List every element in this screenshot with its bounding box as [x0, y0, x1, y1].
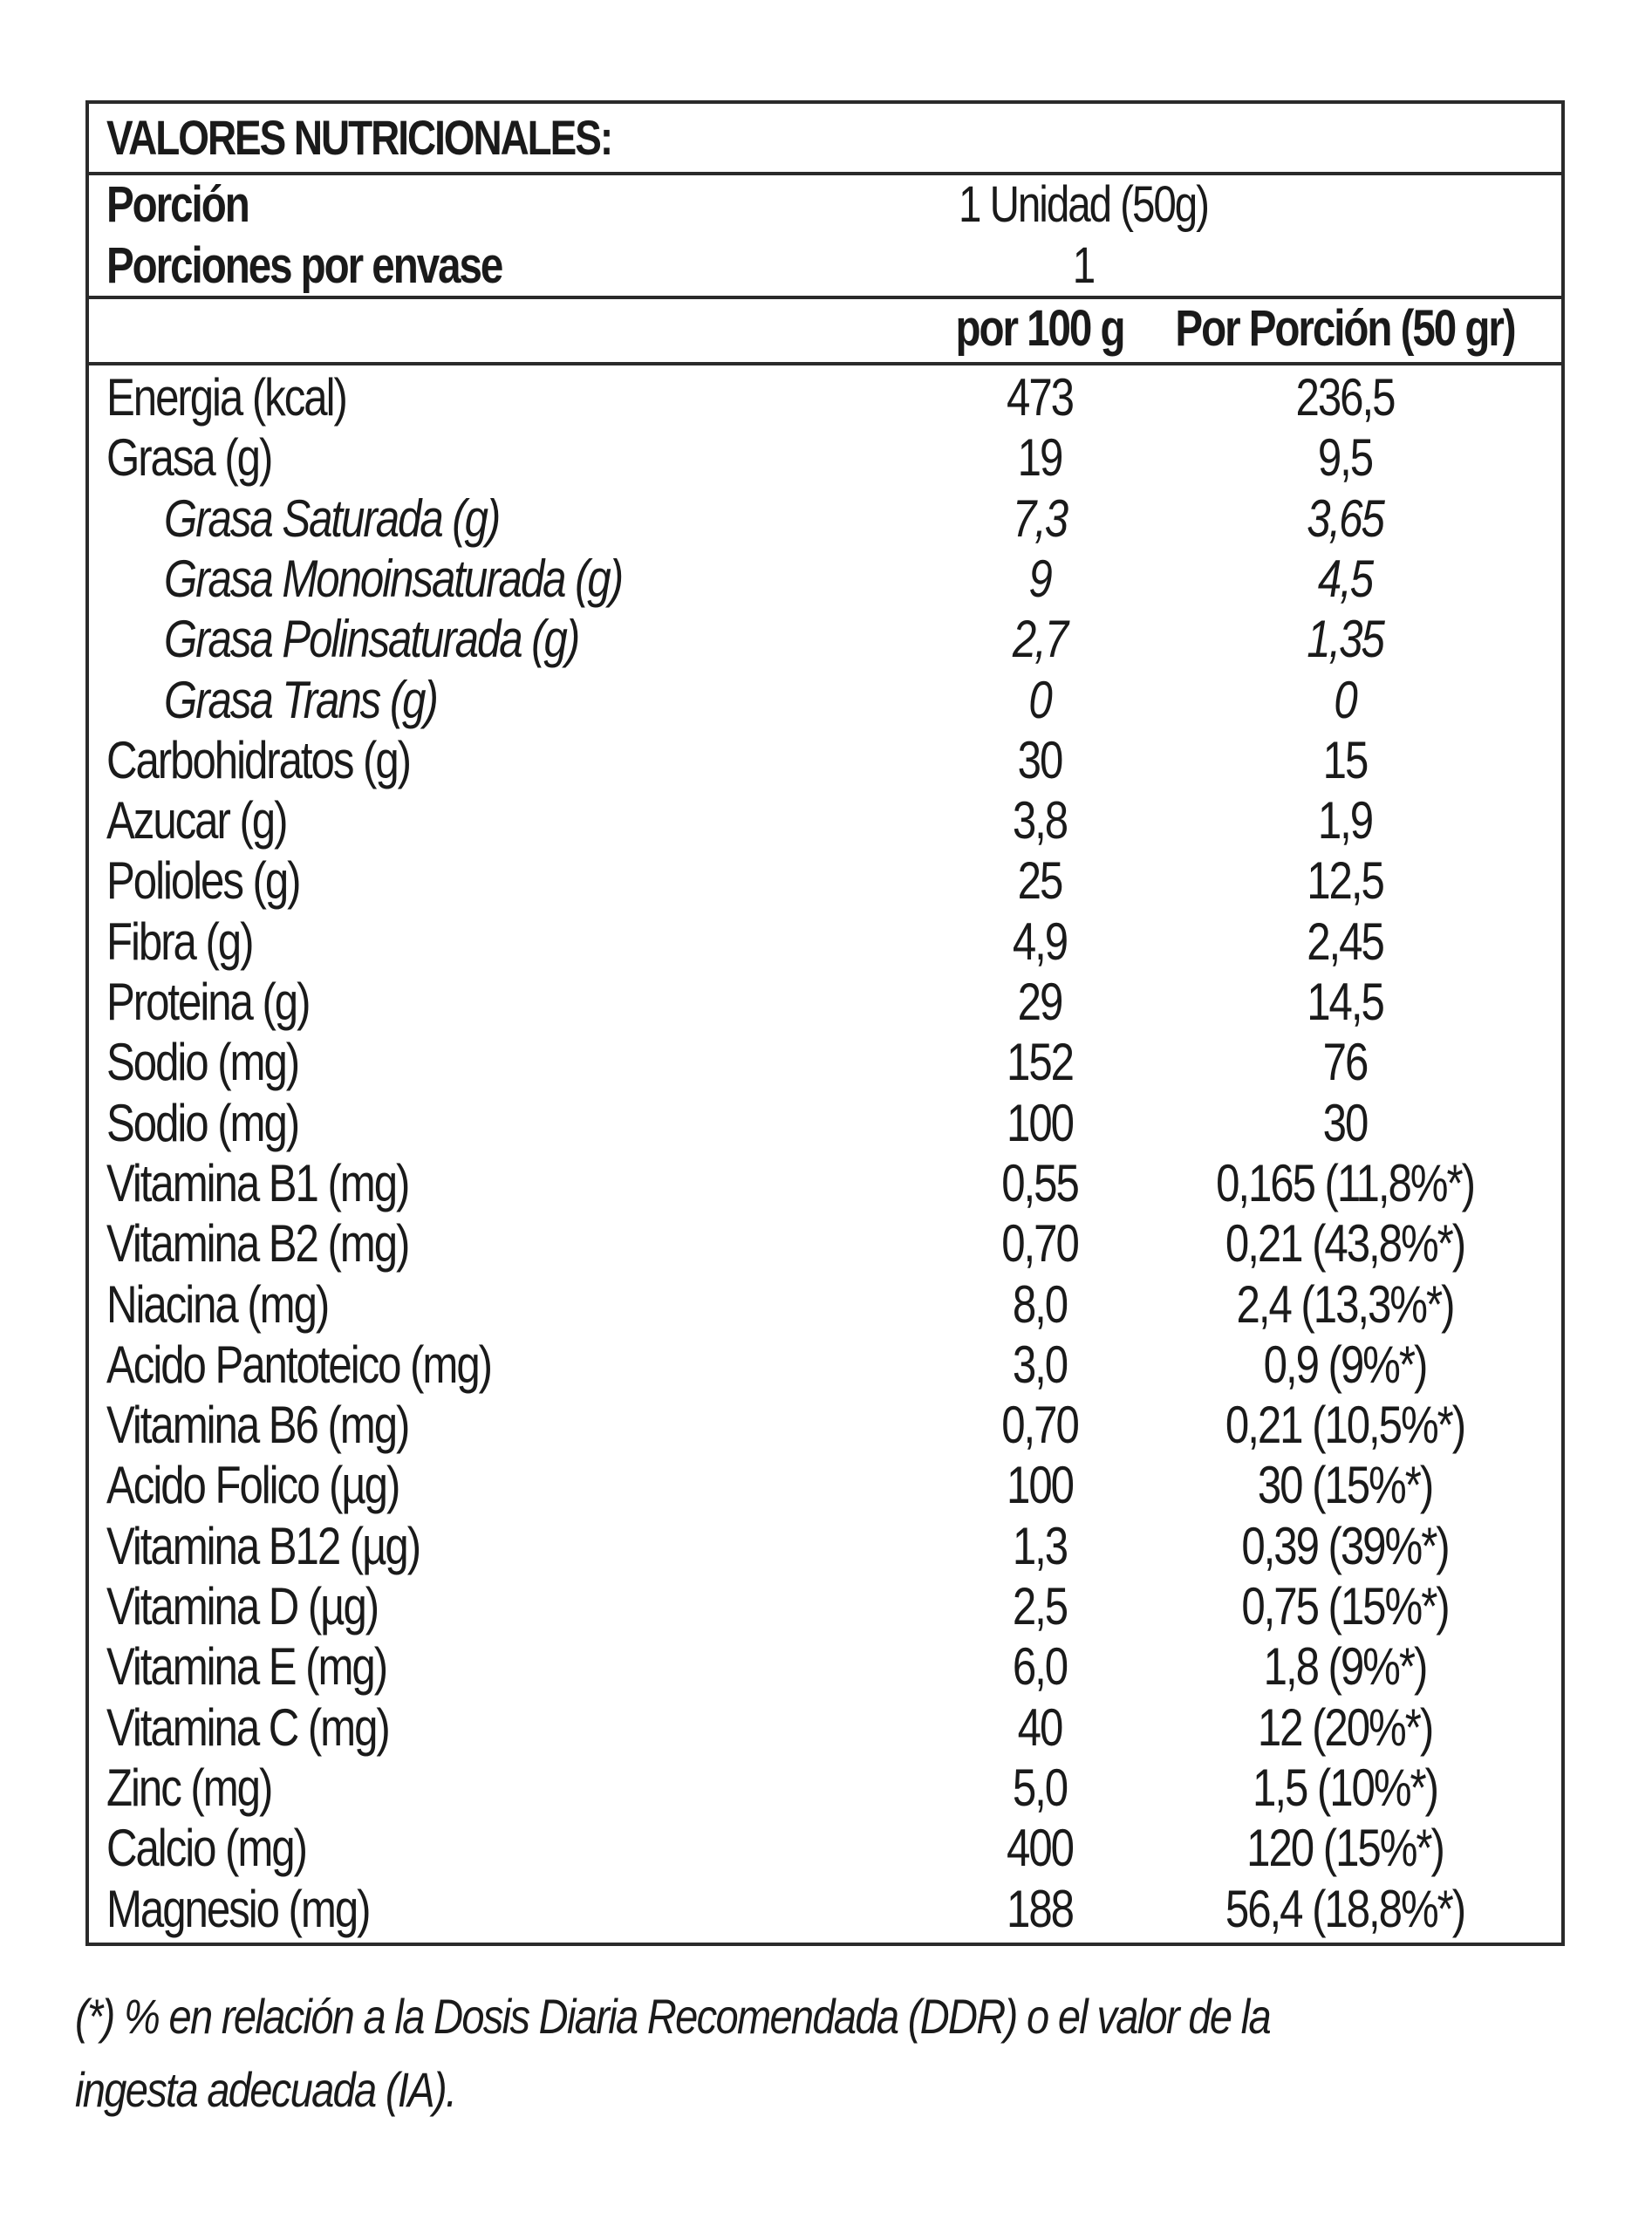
value-per-100g: 5,0: [1012, 1758, 1068, 1817]
value-per-100g: 9: [1028, 549, 1051, 608]
value-per-serving: 3,65: [1307, 488, 1383, 548]
value-per-100g: 19: [1017, 428, 1062, 488]
value-per-100g: 0,70: [1001, 1396, 1078, 1455]
nutrient-label: Polioles (g): [106, 851, 300, 911]
nutrient-label: Carbohidratos (g): [106, 730, 410, 789]
value-per-100g: 0,70: [1001, 1214, 1078, 1274]
value-per-serving: 1,8 (9%*): [1263, 1637, 1427, 1697]
value-per-100g: 400: [1007, 1819, 1073, 1878]
value-per-100g: 0: [1028, 670, 1051, 729]
value-per-serving: 12,5: [1307, 851, 1383, 911]
value-per-100g: 30: [1017, 730, 1062, 789]
nutrient-label: Vitamina B1 (mg): [106, 1153, 409, 1212]
nutrient-label: Vitamina C (mg): [106, 1697, 389, 1757]
value-per-serving: 14,5: [1307, 973, 1383, 1031]
value-per-serving: 1,35: [1307, 610, 1383, 669]
value-per-serving: 2,45: [1307, 912, 1383, 971]
table-title: VALORES NUTRICIONALES:: [106, 110, 612, 165]
column-header-per-100g: por 100 g: [955, 300, 1124, 357]
nutrient-label: Grasa Monoinsaturada (g): [164, 549, 623, 608]
footnote: (*) % en relación a la Dosis Diaria Recomendada (DDR) o el valor de la ingesta adecuada (IA).: [75, 1989, 1271, 2117]
nutrient-label: Grasa Saturada (g): [164, 488, 500, 548]
nutrient-label: Sodio (mg): [106, 1093, 299, 1152]
value-per-serving: 0: [1334, 670, 1356, 729]
nutrient-label: Vitamina D (µg): [106, 1577, 379, 1635]
value-per-serving: 4,5: [1317, 549, 1373, 608]
value-per-100g: 8,0: [1012, 1274, 1068, 1334]
value-per-serving: 0,21 (43,8%*): [1225, 1214, 1465, 1274]
value-per-100g: 7,3: [1012, 488, 1068, 548]
value-per-100g: 4,9: [1012, 912, 1068, 971]
divider: [89, 172, 1561, 175]
nutrient-label: Magnesio (mg): [106, 1879, 370, 1938]
value-per-100g: 6,0: [1012, 1637, 1068, 1697]
value-per-100g: 2,5: [1012, 1577, 1068, 1635]
value-per-100g: 473: [1007, 368, 1073, 427]
value-per-serving: 0,21 (10,5%*): [1225, 1396, 1465, 1455]
nutrient-label: Energia (kcal): [106, 368, 346, 427]
nutrient-label: Zinc (mg): [106, 1758, 272, 1817]
value-per-100g: 40: [1017, 1697, 1062, 1757]
value-per-100g: 1,3: [1012, 1516, 1068, 1575]
column-header-per-serving: Por Porción (50 gr): [1175, 300, 1515, 357]
nutrient-label: Azucar (g): [106, 791, 287, 850]
value-per-100g: 2,7: [1012, 610, 1068, 669]
value-per-serving: 0,75 (15%*): [1241, 1577, 1449, 1635]
value-per-serving: 0,165 (11,8%*): [1216, 1153, 1474, 1212]
nutrient-label: Vitamina B12 (µg): [106, 1516, 420, 1575]
serving-value: 1 Unidad (50g): [959, 176, 1208, 233]
value-per-100g: 0,55: [1001, 1153, 1078, 1212]
nutrient-label: Vitamina B2 (mg): [106, 1214, 409, 1274]
value-per-serving: 76: [1322, 1033, 1368, 1092]
nutrient-label: Proteina (g): [106, 973, 310, 1031]
value-per-serving: 2,4 (13,3%*): [1236, 1274, 1454, 1334]
nutrient-label: Acido Pantoteico (mg): [106, 1335, 491, 1394]
serving-label: Porción: [106, 176, 249, 233]
nutrient-label: Calcio (mg): [106, 1819, 306, 1878]
nutrient-label: Sodio (mg): [106, 1033, 299, 1092]
nutrition-table: [85, 100, 1565, 1946]
value-per-100g: 3,0: [1012, 1335, 1068, 1394]
value-per-serving: 15: [1322, 730, 1368, 789]
value-per-serving: 1,5 (10%*): [1253, 1758, 1437, 1817]
value-per-serving: 12 (20%*): [1257, 1697, 1433, 1757]
value-per-100g: 100: [1007, 1093, 1073, 1152]
value-per-100g: 188: [1007, 1879, 1073, 1938]
nutrient-label: Grasa Polinsaturada (g): [164, 610, 579, 669]
servings-per-pack-label: Porciones por envase: [106, 237, 502, 294]
value-per-serving: 30: [1322, 1093, 1368, 1152]
value-per-serving: 1,9: [1317, 791, 1373, 850]
value-per-100g: 100: [1007, 1456, 1073, 1515]
value-per-serving: 9,5: [1317, 428, 1373, 488]
nutrient-label: Vitamina E (mg): [106, 1637, 387, 1697]
divider: [89, 362, 1561, 365]
nutrient-label: Vitamina B6 (mg): [106, 1396, 409, 1455]
value-per-serving: 56,4 (18,8%*): [1225, 1879, 1465, 1938]
value-per-100g: 29: [1017, 973, 1062, 1031]
nutrient-label: Acido Folico (µg): [106, 1456, 399, 1515]
value-per-serving: 0,39 (39%*): [1241, 1516, 1449, 1575]
value-per-100g: 152: [1007, 1033, 1073, 1092]
value-per-100g: 3,8: [1012, 791, 1068, 850]
nutrient-label: Grasa (g): [106, 428, 272, 488]
value-per-serving: 0,9 (9%*): [1263, 1335, 1427, 1394]
nutrient-label: Fibra (g): [106, 912, 253, 971]
nutrient-label: Grasa Trans (g): [164, 670, 437, 729]
value-per-serving: 30 (15%*): [1257, 1456, 1433, 1515]
value-per-serving: 120 (15%*): [1246, 1819, 1444, 1878]
value-per-100g: 25: [1017, 851, 1062, 911]
servings-per-pack-value: 1: [1072, 237, 1095, 294]
divider: [89, 296, 1561, 299]
nutrient-label: Niacina (mg): [106, 1274, 329, 1334]
value-per-serving: 236,5: [1295, 368, 1395, 427]
